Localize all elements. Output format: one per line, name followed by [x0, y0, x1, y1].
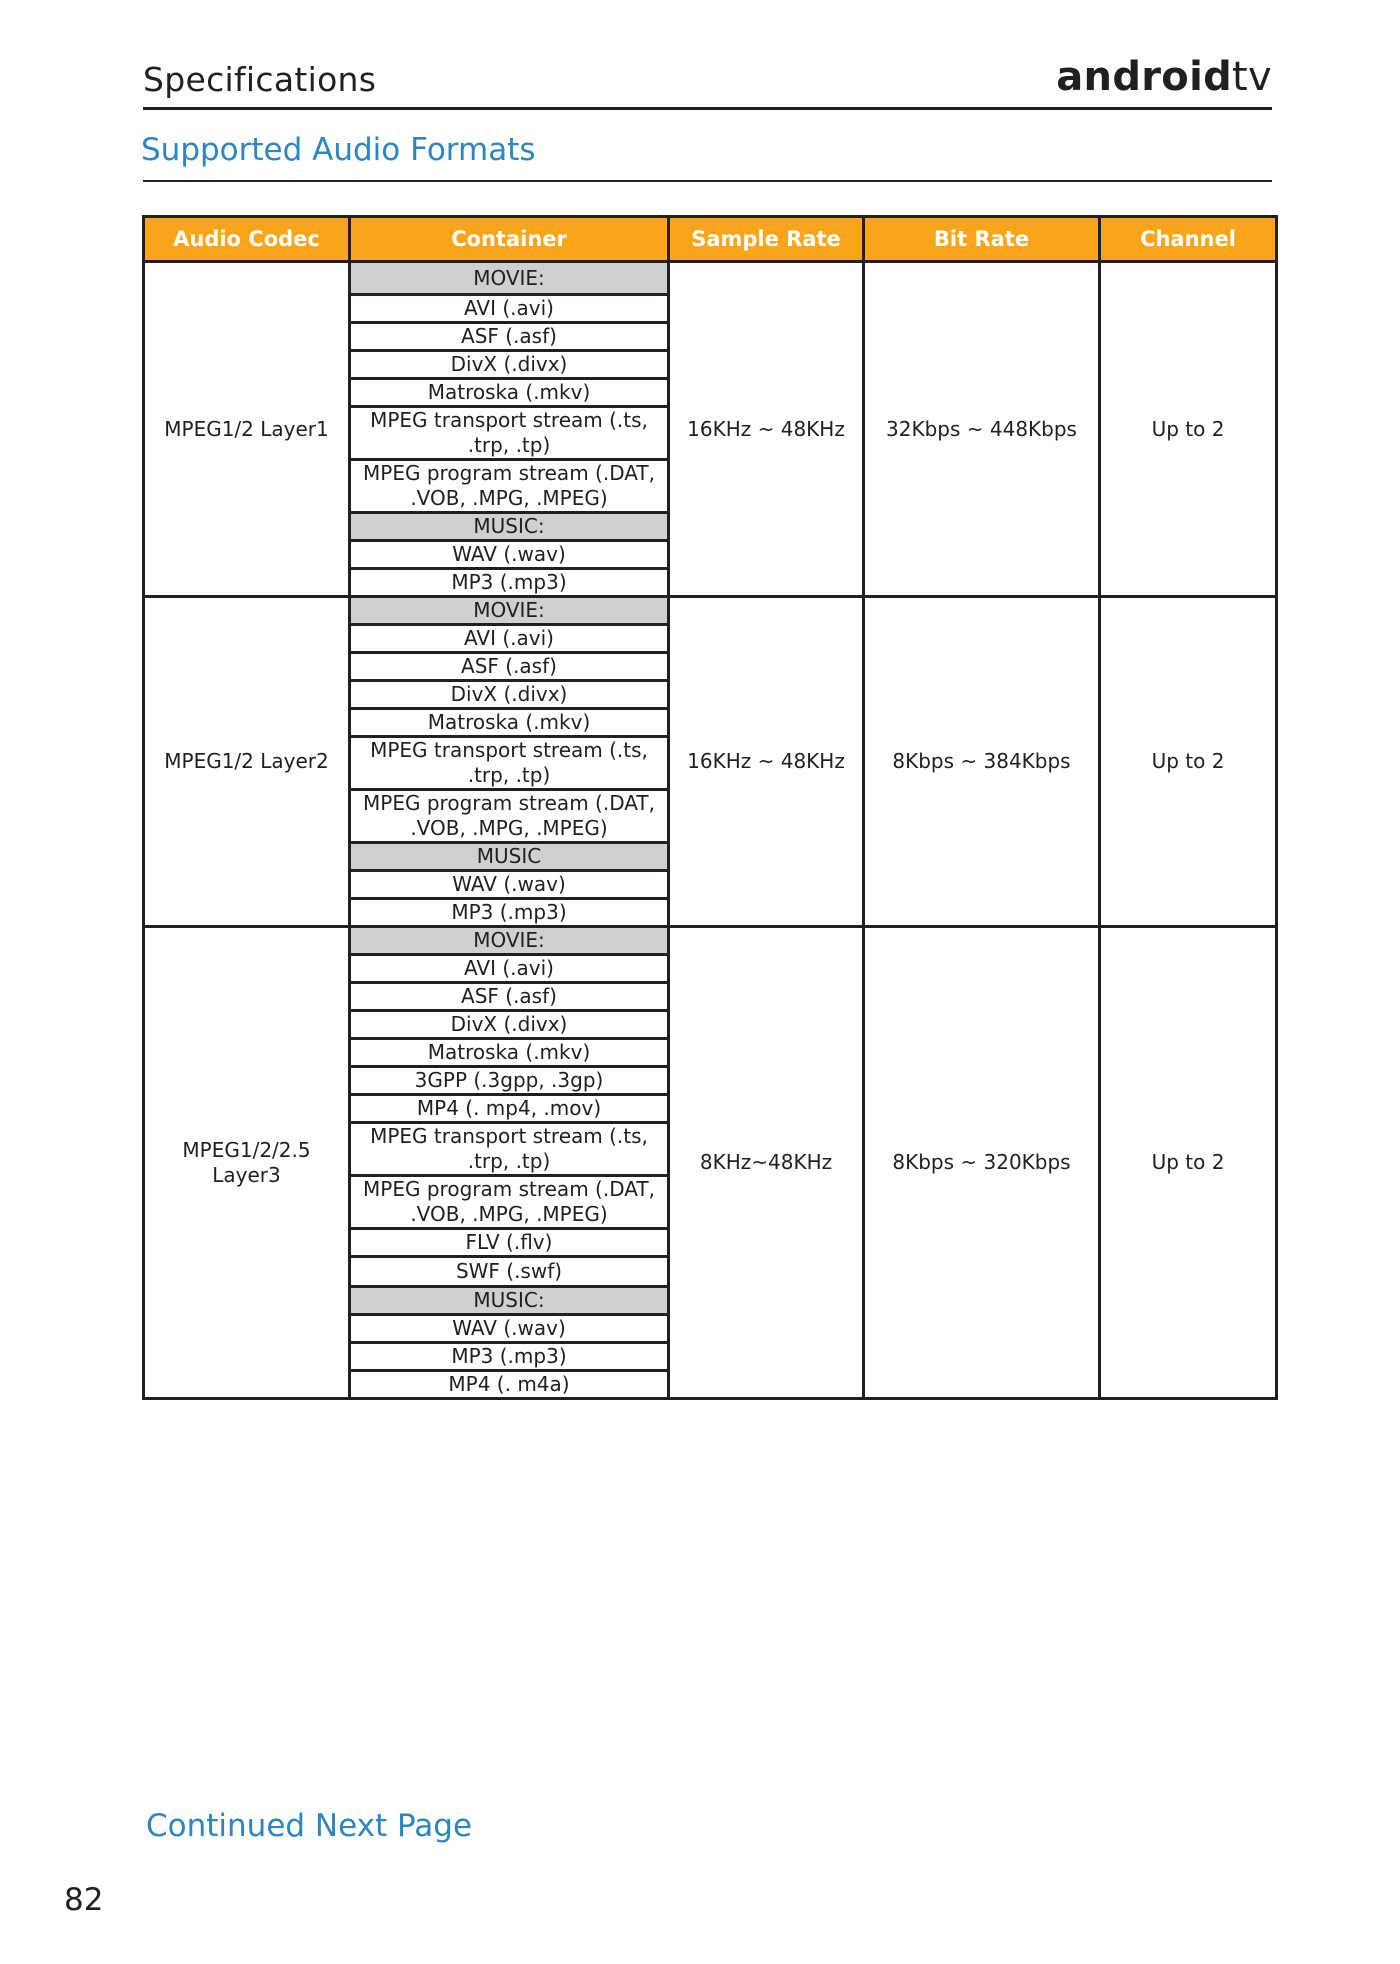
audio-formats-table	[142, 215, 1278, 1400]
container-cell: MP4 (. m4a)	[350, 1371, 669, 1399]
container-cell: MPEG transport stream (.ts, .trp, .tp)	[350, 407, 669, 460]
container-cell: ASF (.asf)	[350, 653, 669, 681]
column-header-bit-rate: Bit Rate	[864, 217, 1100, 262]
page-header-title: Specifications	[143, 60, 377, 99]
container-cell: DivX (.divx)	[350, 351, 669, 379]
container-category-cell: MOVIE:	[350, 597, 669, 625]
container-category-cell: MOVIE:	[350, 927, 669, 955]
container-cell: SWF (.swf)	[350, 1257, 669, 1287]
container-cell: MPEG program stream (.DAT, .VOB, .MPG, .MPEG)	[350, 1176, 669, 1229]
bit-rate-cell: 32Kbps ~ 448Kbps	[864, 262, 1100, 597]
container-cell: ASF (.asf)	[350, 983, 669, 1011]
container-cell: DivX (.divx)	[350, 681, 669, 709]
container-category-cell: MOVIE:	[350, 262, 669, 295]
table-header-row	[144, 217, 1277, 262]
column-header-container: Container	[350, 217, 669, 262]
container-cell: DivX (.divx)	[350, 1011, 669, 1039]
bit-rate-cell: 8Kbps ~ 320Kbps	[864, 927, 1100, 1399]
channel-cell: Up to 2	[1100, 262, 1277, 597]
container-cell: Matroska (.mkv)	[350, 1039, 669, 1067]
container-cell: AVI (.avi)	[350, 295, 669, 323]
container-cell: WAV (.wav)	[350, 871, 669, 899]
container-category-cell: MUSIC:	[350, 513, 669, 541]
table-row	[144, 927, 1277, 955]
container-cell: WAV (.wav)	[350, 541, 669, 569]
container-category-cell: MUSIC	[350, 843, 669, 871]
audio-codec-cell: MPEG1/2/2.5 Layer3	[144, 927, 350, 1399]
logo-android-text: android	[1056, 54, 1233, 100]
section-title: Supported Audio Formats	[141, 132, 536, 168]
channel-cell: Up to 2	[1100, 927, 1277, 1399]
column-header-audio-codec: Audio Codec	[144, 217, 350, 262]
column-header-channel: Channel	[1100, 217, 1277, 262]
bit-rate-cell: 8Kbps ~ 384Kbps	[864, 597, 1100, 927]
container-cell: Matroska (.mkv)	[350, 709, 669, 737]
container-cell: Matroska (.mkv)	[350, 379, 669, 407]
container-cell: MP4 (. mp4, .mov)	[350, 1095, 669, 1123]
container-cell: AVI (.avi)	[350, 625, 669, 653]
androidtv-logo	[1056, 54, 1272, 100]
container-cell: FLV (.flv)	[350, 1229, 669, 1257]
container-cell: MP3 (.mp3)	[350, 899, 669, 927]
page-number: 82	[64, 1882, 104, 1918]
audio-codec-cell: MPEG1/2 Layer1	[144, 262, 350, 597]
table-row	[144, 597, 1277, 625]
header-divider	[143, 107, 1272, 110]
channel-cell: Up to 2	[1100, 597, 1277, 927]
container-cell: MPEG program stream (.DAT, .VOB, .MPG, .MPEG)	[350, 790, 669, 843]
sample-rate-cell: 16KHz ~ 48KHz	[669, 262, 864, 597]
container-cell: WAV (.wav)	[350, 1315, 669, 1343]
column-header-sample-rate: Sample Rate	[669, 217, 864, 262]
container-category-cell: MUSIC:	[350, 1287, 669, 1315]
sample-rate-cell: 8KHz~48KHz	[669, 927, 864, 1399]
container-cell: MPEG transport stream (.ts, .trp, .tp)	[350, 737, 669, 790]
container-cell: MP3 (.mp3)	[350, 569, 669, 597]
table-body	[144, 262, 1277, 1399]
container-cell: MPEG transport stream (.ts, .trp, .tp)	[350, 1123, 669, 1176]
audio-codec-cell: MPEG1/2 Layer2	[144, 597, 350, 927]
table-row	[144, 262, 1277, 295]
container-cell: MP3 (.mp3)	[350, 1343, 669, 1371]
container-cell: AVI (.avi)	[350, 955, 669, 983]
container-cell: MPEG program stream (.DAT, .VOB, .MPG, .MPEG)	[350, 460, 669, 513]
container-cell: ASF (.asf)	[350, 323, 669, 351]
container-cell: 3GPP (.3gpp, .3gp)	[350, 1067, 669, 1095]
sample-rate-cell: 16KHz ~ 48KHz	[669, 597, 864, 927]
continued-next-page: Continued Next Page	[146, 1808, 473, 1844]
logo-tv-text: tv	[1232, 54, 1272, 100]
section-divider	[143, 180, 1272, 182]
